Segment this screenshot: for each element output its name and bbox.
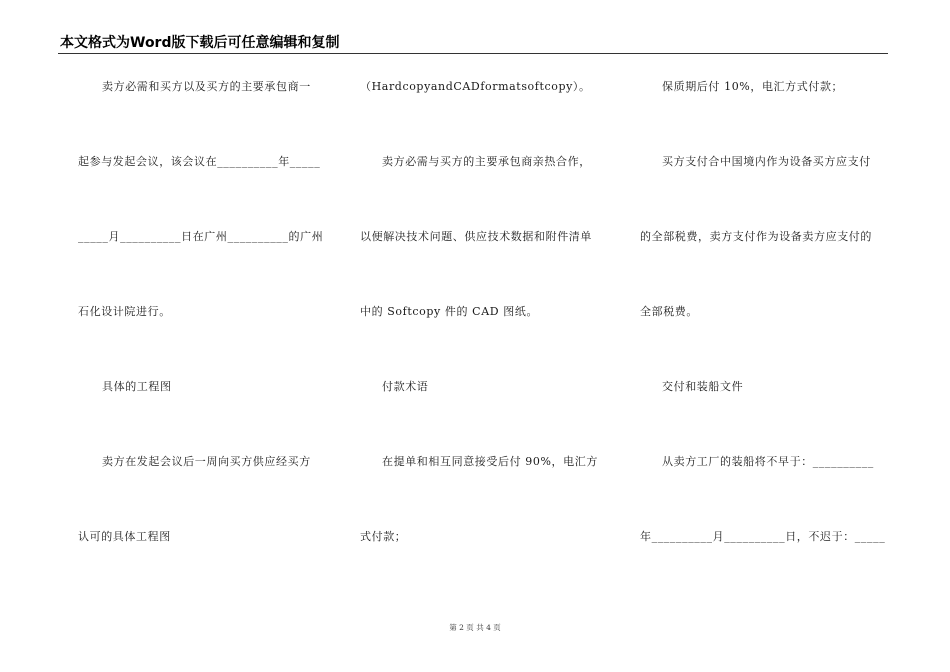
section-heading: 具体的工程图 [102, 380, 172, 393]
text-line: 起参与发起会议，该会议在__________年_____ [78, 155, 321, 168]
section-heading: 交付和装船文件 [662, 380, 744, 393]
text-line: 石化设计院进行。 [78, 305, 171, 318]
text-line: 卖方在发起会议后一周向买方供应经买方 [102, 455, 311, 468]
text-line: _____月__________日在广州__________的广州 [78, 230, 324, 243]
text-line: （HardcopyandCADformatsoftcopy）。 [360, 80, 591, 93]
section-heading: 付款术语 [382, 380, 429, 393]
text-line: 式付款； [360, 530, 407, 543]
document-header-title: 本文格式为Word版下载后可任意编辑和复制 [60, 35, 340, 51]
text-line: 卖方必需与买方的主要承包商亲热合作， [382, 155, 591, 168]
text-line: 中的 Softcopy 件的 CAD 图纸。 [360, 305, 539, 318]
text-line: 年__________月__________日，不迟于：_____ [640, 530, 886, 543]
text-line: 的全部税费，卖方支付作为设备卖方应支付的 [640, 230, 872, 243]
page-number: 第 2 页 共 4 页 [449, 623, 501, 632]
text-line: 以便解决技术问题、供应技术数据和附件清单 [360, 230, 592, 243]
text-line: 在提单和相互同意接受后付 90%，电汇方 [382, 455, 598, 468]
text-line: 从卖方工厂的装船将不早于：__________ [662, 455, 874, 468]
text-line: 保质期后付 10%，电汇方式付款； [662, 80, 844, 93]
text-line: 全部税费。 [640, 305, 698, 318]
header-divider [58, 53, 888, 54]
text-line: 卖方必需和买方以及买方的主要承包商一 [102, 80, 311, 93]
text-line: 认可的具体工程图 [78, 530, 171, 543]
text-line: 买方支付合中国境内作为设备买方应支付 [662, 155, 871, 168]
